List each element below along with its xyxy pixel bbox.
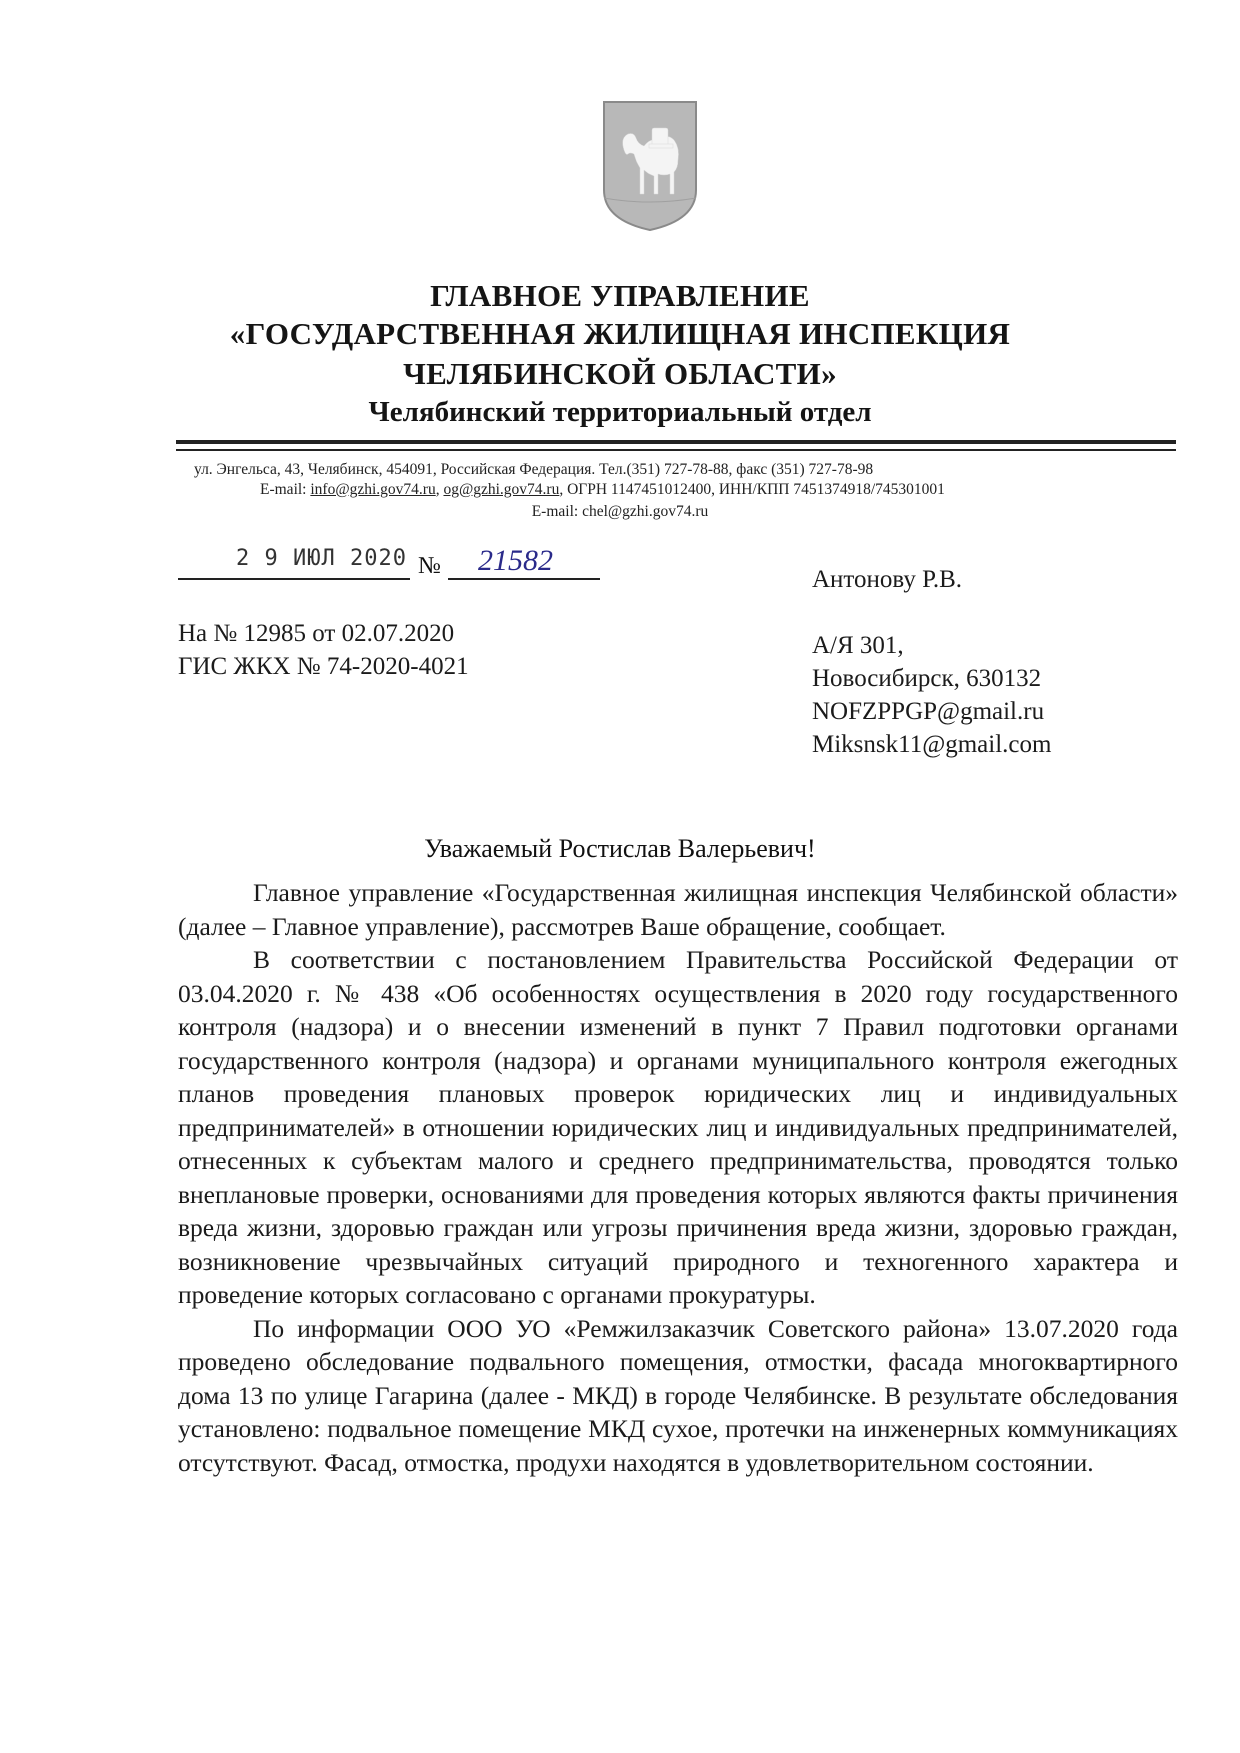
org-requisites: , ОГРН 1147451012400, ИНН/КПП 7451374918/745301001	[559, 481, 945, 498]
letter-body	[178, 876, 1178, 1479]
org-name-line1: ГЛАВНОЕ УПРАВЛЕНИЕ	[430, 278, 810, 313]
body-paragraph-2: В соответствии с постановлением Правительства Российской Федерации от 03.04.2020 г. № 438 «Об особенностях осуществления в 2020 году государственного контроля (надзора) и о внесении изменений в пункт 7 Правил подготовки органами государственного контроля (надзора) и органами муниципального контроля ежегодных планов проведения плановых проверок юридических лиц и индивидуальных предпринимателей» в отношении юридических лиц и индивидуальных предпринимателей, отнесенных к субъектам малого и среднего предпринимательства, проводятся только внеплановые проверки, основаниями для проведения которых являются факты причинения вреда жизни, здоровью граждан или угрозы причинения вреда жизни, здоровью граждан, возникновение чрезвычайных ситуаций природного и техногенного характера и проведение которых согласовано с органами прокуратуры.	[178, 945, 1178, 1309]
registration-date-stamp: 2 9 ИЮЛ 2020	[236, 546, 407, 571]
registration-number-label: №	[418, 553, 441, 579]
addressee-po-box: А/Я 301,	[812, 632, 904, 659]
department-name: Челябинский территориальный отдел	[368, 396, 872, 428]
addressee-name: Антонову Р.В.	[812, 566, 963, 593]
reference-line1: На № 12985 от 02.07.2020	[178, 620, 455, 647]
header-divider-thick	[176, 440, 1176, 444]
email-link-info[interactable]: info@gzhi.gov74.ru	[310, 481, 436, 498]
greeting: Уважаемый Ростислав Валерьевич!	[424, 834, 816, 863]
addressee-email2: Miksnsk11@gmail.com	[812, 731, 1052, 758]
org-name-line3: ЧЕЛЯБИНСКОЙ ОБЛАСТИ»	[403, 356, 837, 391]
chelyabinsk-coat-of-arms-camel-icon	[600, 98, 700, 234]
reference-line2: ГИС ЖКХ № 74-2020-4021	[178, 653, 469, 680]
email-label: E-mail:	[260, 481, 311, 498]
header-divider-thin	[176, 449, 1176, 451]
department-email: E-mail: chel@gzhi.gov74.ru	[531, 503, 709, 520]
org-name-line2: «ГОСУДАРСТВЕННАЯ ЖИЛИЩНАЯ ИНСПЕКЦИЯ	[229, 316, 1011, 351]
addressee-city: Новосибирск, 630132	[812, 665, 1042, 692]
org-emails-requisites	[260, 481, 945, 499]
email-link-og[interactable]: og@gzhi.gov74.ru	[443, 481, 560, 498]
registration-number-handwritten: 21582	[478, 544, 553, 577]
registration-number-line	[448, 578, 600, 580]
body-paragraph-1: Главное управление «Государственная жилищная инспекция Челябинской области» (далее – Главное управление), рассмотрев Ваше обращение, сообщает.	[178, 878, 1178, 941]
addressee-email1: NOFZPPGP@gmail.ru	[812, 698, 1045, 725]
registration-date-line	[178, 578, 410, 580]
email-separator: ,	[435, 481, 444, 498]
org-address: ул. Энгельса, 43, Челябинск, 454091, Российская Федерация. Тел.(351) 727-78-88, факс (351) 727-78-98	[194, 461, 874, 478]
body-paragraph-3: По информации ООО УО «Ремжилзаказчик Советского района» 13.07.2020 года проведено обследование подвального помещения, отмостки, фасада многоквартирного дома 13 по улице Гагарина (далее - МКД) в городе Челябинске. В результате обследования установлено: подвальное помещение МКД сухое, протечки на инженерных коммуникациях отсутствуют. Фасад, отмостка, продухи находятся в удовлетворительном состоянии.	[178, 1313, 1178, 1477]
